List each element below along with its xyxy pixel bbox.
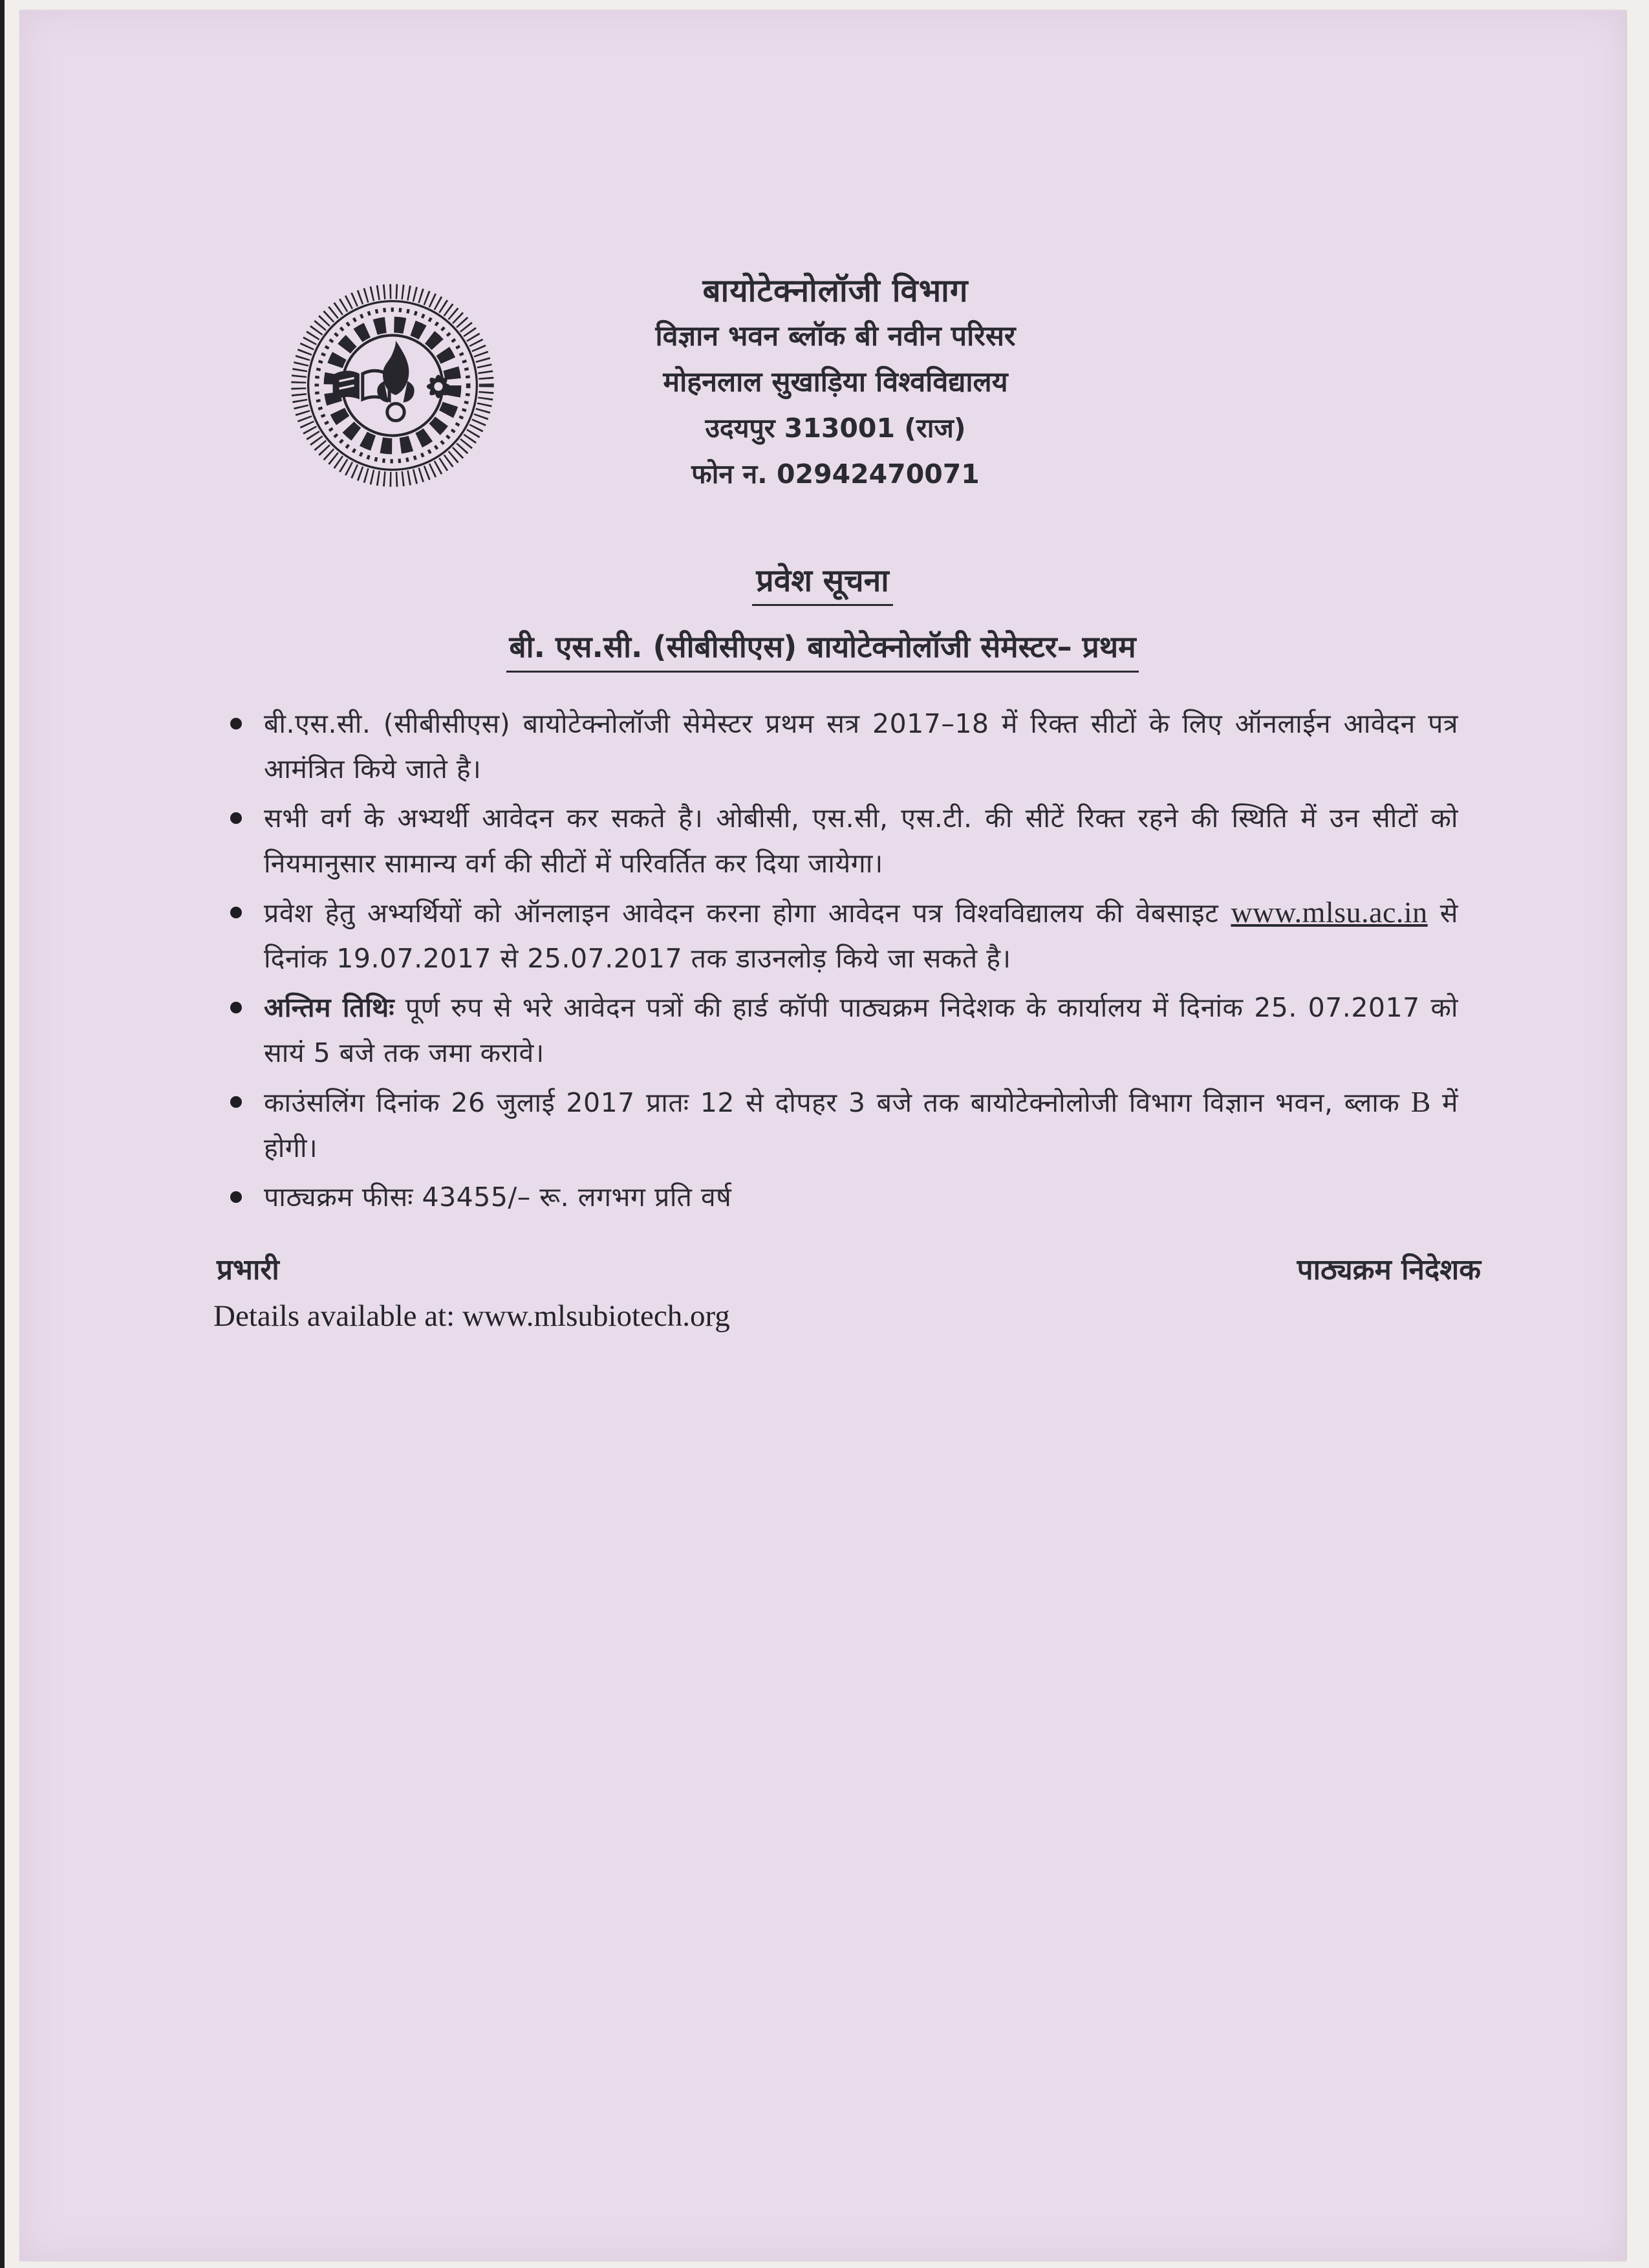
notice-title: प्रवेश सूचना: [752, 563, 892, 606]
bullet-segment-plain: में होगी।: [264, 1087, 1458, 1163]
bullet-segment-plain: काउंसलिंग दिनांक 26 जुलाई 2017 प्रातः 12 से दोपहर 3 बजे तक बायोटेक्नोलोजी विभाग विज्ञान भवन, ब्लाक: [264, 1087, 1411, 1118]
notice-bullet: [226, 985, 1458, 1075]
address-line-3: उदयपुर 313001 (राज): [705, 413, 966, 444]
address-line-1: विज्ञान भवन ब्लॉक बी नवीन परिसर: [655, 320, 1016, 352]
bullet-segment-plain: से दिनांक 19.07.2017 से 25.07.2017 तक डाउनलोड़ किये जा सकते है।: [264, 898, 1458, 974]
bullet-segment-latin: B: [1410, 1085, 1431, 1118]
bullet-segment-link: www.mlsu.ac.in: [1231, 896, 1428, 929]
left-signatory: प्रभारी: [217, 1253, 279, 1286]
department-name: बायोटेक्नोलॉजी विभाग: [702, 272, 969, 309]
details-url-line: Details available at: www.mlsubiotech.org: [213, 1299, 730, 1333]
bullet-segment-plain: प्रवेश हेतु अभ्यर्थियों को ऑनलाइन आवेदन करना होगा आवेदन पत्र विश्वविद्यालय की वेबसाइट: [264, 898, 1231, 929]
notice-paper: [19, 10, 1626, 2261]
notice-bullet: [226, 1079, 1458, 1171]
signature-row: [217, 1249, 1481, 1288]
notice-bullet: [226, 890, 1458, 981]
notice-bullet: [226, 1174, 1458, 1220]
phone-line: फोन न. 02942470071: [691, 459, 980, 490]
notice-bullets: [226, 701, 1458, 1224]
notice-bullet: [226, 795, 1458, 886]
notice-title-row: [19, 559, 1626, 601]
bullet-segment-plain: बी.एस.सी. (सीबीसीएस) बायोटेक्नोलॉजी सेमेस्टर प्रथम सत्र 2017–18 में रिक्त सीटों के लिए ऑनलाईन आवेदन पत्र आमंत्रित किये जाते है।: [264, 708, 1458, 784]
bullet-segment-plain: सभी वर्ग के अभ्यर्थी आवेदन कर सकते है। ओबीसी, एस.सी, एस.टी. की सीटें रिक्त रहने की स्थिति में उन सीटों को नियमानुसार सामान्य वर्ग की सीटों में परिवर्तित कर दिया जायेगा।: [264, 803, 1458, 879]
bullet-segment-bold: अन्तिम तिथिः: [264, 992, 395, 1023]
address-line-2: मोहनलाल सुखाड़िया विश्वविद्यालय: [663, 366, 1008, 398]
right-signatory: पाठ्यक्रम निदेशक: [1297, 1253, 1481, 1286]
letterhead: [19, 268, 1626, 497]
bullet-segment-plain: पाठ्यक्रम फीसः 43455/– रू. लगभग प्रति वर्ष: [264, 1182, 732, 1213]
bullet-segment-plain: पूर्ण रुप से भरे आवेदन पत्रों की हार्ड कॉपी पाठ्यक्रम निदेशक के कार्यालय में दिनांक 25. 07.2017 को सायं 5 बजे तक जमा करावे।: [264, 992, 1458, 1068]
notice-subtitle: बी. एस.सी. (सीबीसीएस) बायोटेक्नोलॉजी सेमेस्टर– प्रथम: [506, 629, 1138, 673]
scan-edge-strip: [0, 0, 5, 2268]
notice-bullet: [226, 701, 1458, 792]
notice-subtitle-row: [19, 626, 1626, 666]
